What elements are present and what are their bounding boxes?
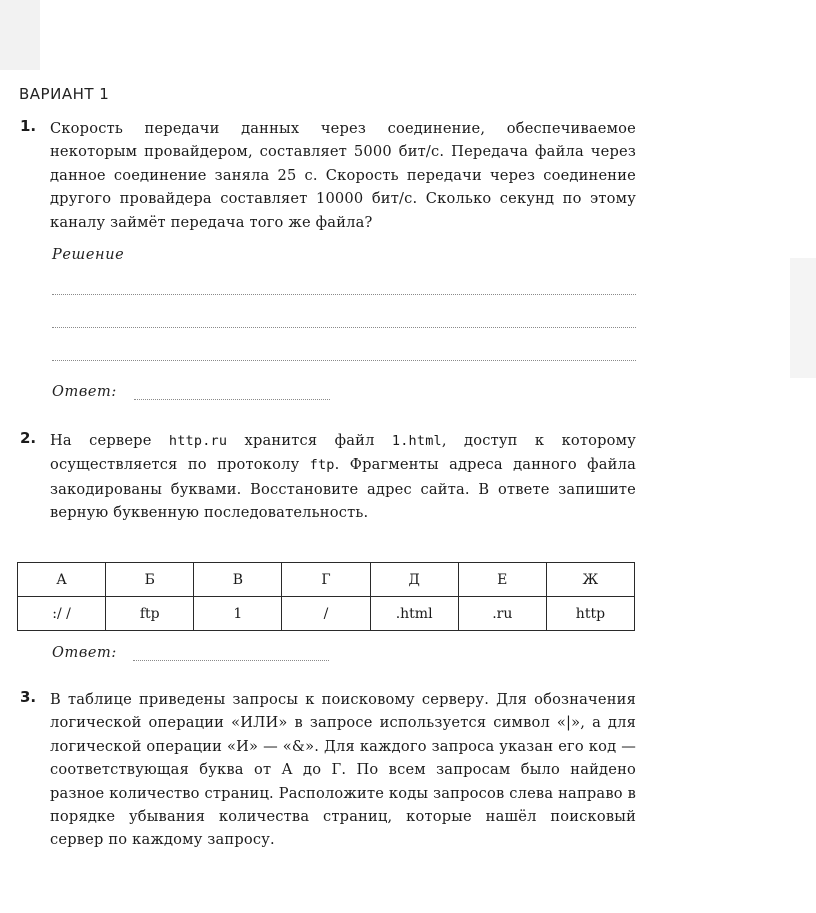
- table-cell: /: [282, 597, 370, 631]
- text-fragment: . Фрагменты адреса данного файла закодированы буквами. Восстановите адрес сайта. В ответе запишите верную буквенную последовательность.: [50, 456, 636, 522]
- table-cell: 1: [194, 597, 282, 631]
- table-cell: http: [546, 597, 634, 631]
- answer-line[interactable]: [133, 660, 329, 661]
- server-name: http.ru: [168, 433, 228, 449]
- solution-line[interactable]: [52, 294, 636, 295]
- table-cell: :/ /: [18, 597, 106, 631]
- address-fragments-table: [17, 562, 635, 631]
- table-cell: А: [18, 563, 106, 597]
- scan-mark: [0, 0, 40, 70]
- table-row: [18, 597, 635, 631]
- task-text: [50, 429, 636, 525]
- table-cell: Ж: [546, 563, 634, 597]
- table-cell: Д: [370, 563, 458, 597]
- table-cell: .ru: [458, 597, 546, 631]
- scan-mark: [790, 258, 816, 378]
- solution-label: Решение: [52, 247, 125, 263]
- file-name: 1.html: [391, 433, 442, 449]
- answer-line[interactable]: [134, 399, 330, 400]
- answer-label: Ответ:: [52, 384, 117, 400]
- table-row: [18, 563, 635, 597]
- table-cell: Б: [106, 563, 194, 597]
- answer-label: Ответ:: [52, 645, 117, 661]
- text-fragment: , доступ к которому осуществляется по протоколу: [50, 432, 637, 474]
- solution-line[interactable]: [52, 327, 636, 328]
- protocol-name: ftp: [309, 457, 335, 474]
- variant-heading: ВАРИАНТ 1: [19, 85, 110, 103]
- table-cell: Е: [458, 563, 546, 597]
- task-1: [20, 117, 636, 234]
- solution-line[interactable]: [52, 360, 636, 361]
- task-2: [20, 429, 636, 525]
- task-number: 2.: [20, 429, 37, 447]
- task-text: В таблице приведены запросы к поисковому серверу. Для обозначения логической операции «ИЛИ» в запросе используется символ «|», а для логической операции «И» — «&». Для каждого запроса указан его код — соответствующая буква от А до Г. По всем запросам было найдено разное количество страниц. Расположите коды запросов слева направо в порядке убывания количества страниц, которые нашёл поисковый сервер по каждому запросу.: [50, 691, 636, 849]
- table-cell: .html: [370, 597, 458, 631]
- table-cell: Г: [282, 563, 370, 597]
- table-cell: ftp: [106, 597, 194, 631]
- task-number: 3.: [20, 688, 37, 706]
- text-fragment: хранится файл: [227, 432, 392, 449]
- task-3: [20, 688, 636, 852]
- task-text: Скорость передачи данных через соединение, обеспечиваемое некоторым провайдером, составляет 5000 бит/с. Передача файла через данное соединение заняла 25 с. Скорость передачи через соединение другого провайдера составляет 10000 бит/с. Сколько секунд по этому каналу займёт передача того же файла?: [50, 120, 636, 231]
- text-fragment: На сервере: [50, 432, 169, 449]
- task-number: 1.: [20, 117, 37, 135]
- table-cell: В: [194, 563, 282, 597]
